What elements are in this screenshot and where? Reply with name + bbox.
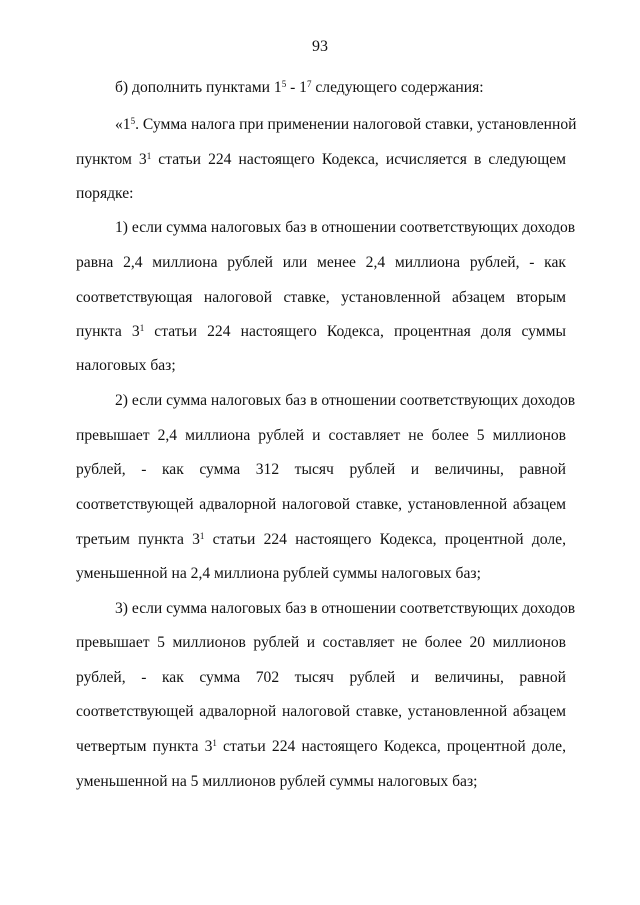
paragraph-line: «$1^5$. Сумма налога при применении налоговой ставки, установленной [115,116,577,133]
paragraph-line: пунктом $3^1$ статьи 224 настоящего Кодекса, исчисляется в следующем [76,151,567,168]
paragraph-line: порядке: [76,185,134,202]
list-item-line: соответствующей адвалорной налоговой ставке, установленной абзацем [76,496,566,513]
list-item-line: третьим пункта $3^1$ статьи 224 настоящего Кодекса, процентной доле, [76,531,566,548]
list-item-line: соответствующей адвалорной налоговой ставке, установленной абзацем [76,703,566,720]
list-item-line: 1) если сумма налоговых баз в отношении соответствующих доходов [115,219,576,236]
list-item-line: рублей, - как сумма 702 тысяч рублей и величины, равной [76,669,566,686]
list-item-line: 3) если сумма налоговых баз в отношении соответствующих доходов [115,600,576,617]
list-item-line: налоговых баз; [76,357,176,374]
list-item-line: превышает 2,4 миллиона рублей и составляет не более 5 миллионов [76,427,566,444]
page-number: 93 [312,38,328,55]
list-item-line: рублей, - как сумма 312 тысяч рублей и величины, равной [76,461,566,478]
list-item-line: уменьшенной на 2,4 миллиона рублей суммы налоговых баз; [76,565,481,582]
list-item-line: равна 2,4 миллиона рублей или менее 2,4 миллиона рублей, - как [76,254,566,271]
list-item-line: пункта $3^1$ статьи 224 настоящего Кодекса, процентная доля суммы [76,323,566,340]
list-item-line: 2) если сумма налоговых баз в отношении соответствующих доходов [115,392,576,409]
list-item-line: превышает 5 миллионов рублей и составляет не более 20 миллионов [76,634,566,651]
intro-line: б) дополнить пунктами $1^5 - 1^7$ следующего содержания: [115,79,484,96]
list-item-line: уменьшенной на 5 миллионов рублей суммы налоговых баз; [76,773,478,790]
list-item-line: соответствующая налоговой ставке, установленной абзацем вторым [76,289,566,306]
list-item-line: четвертым пункта $3^1$ статьи 224 настоящего Кодекса, процентной доле, [76,738,567,755]
